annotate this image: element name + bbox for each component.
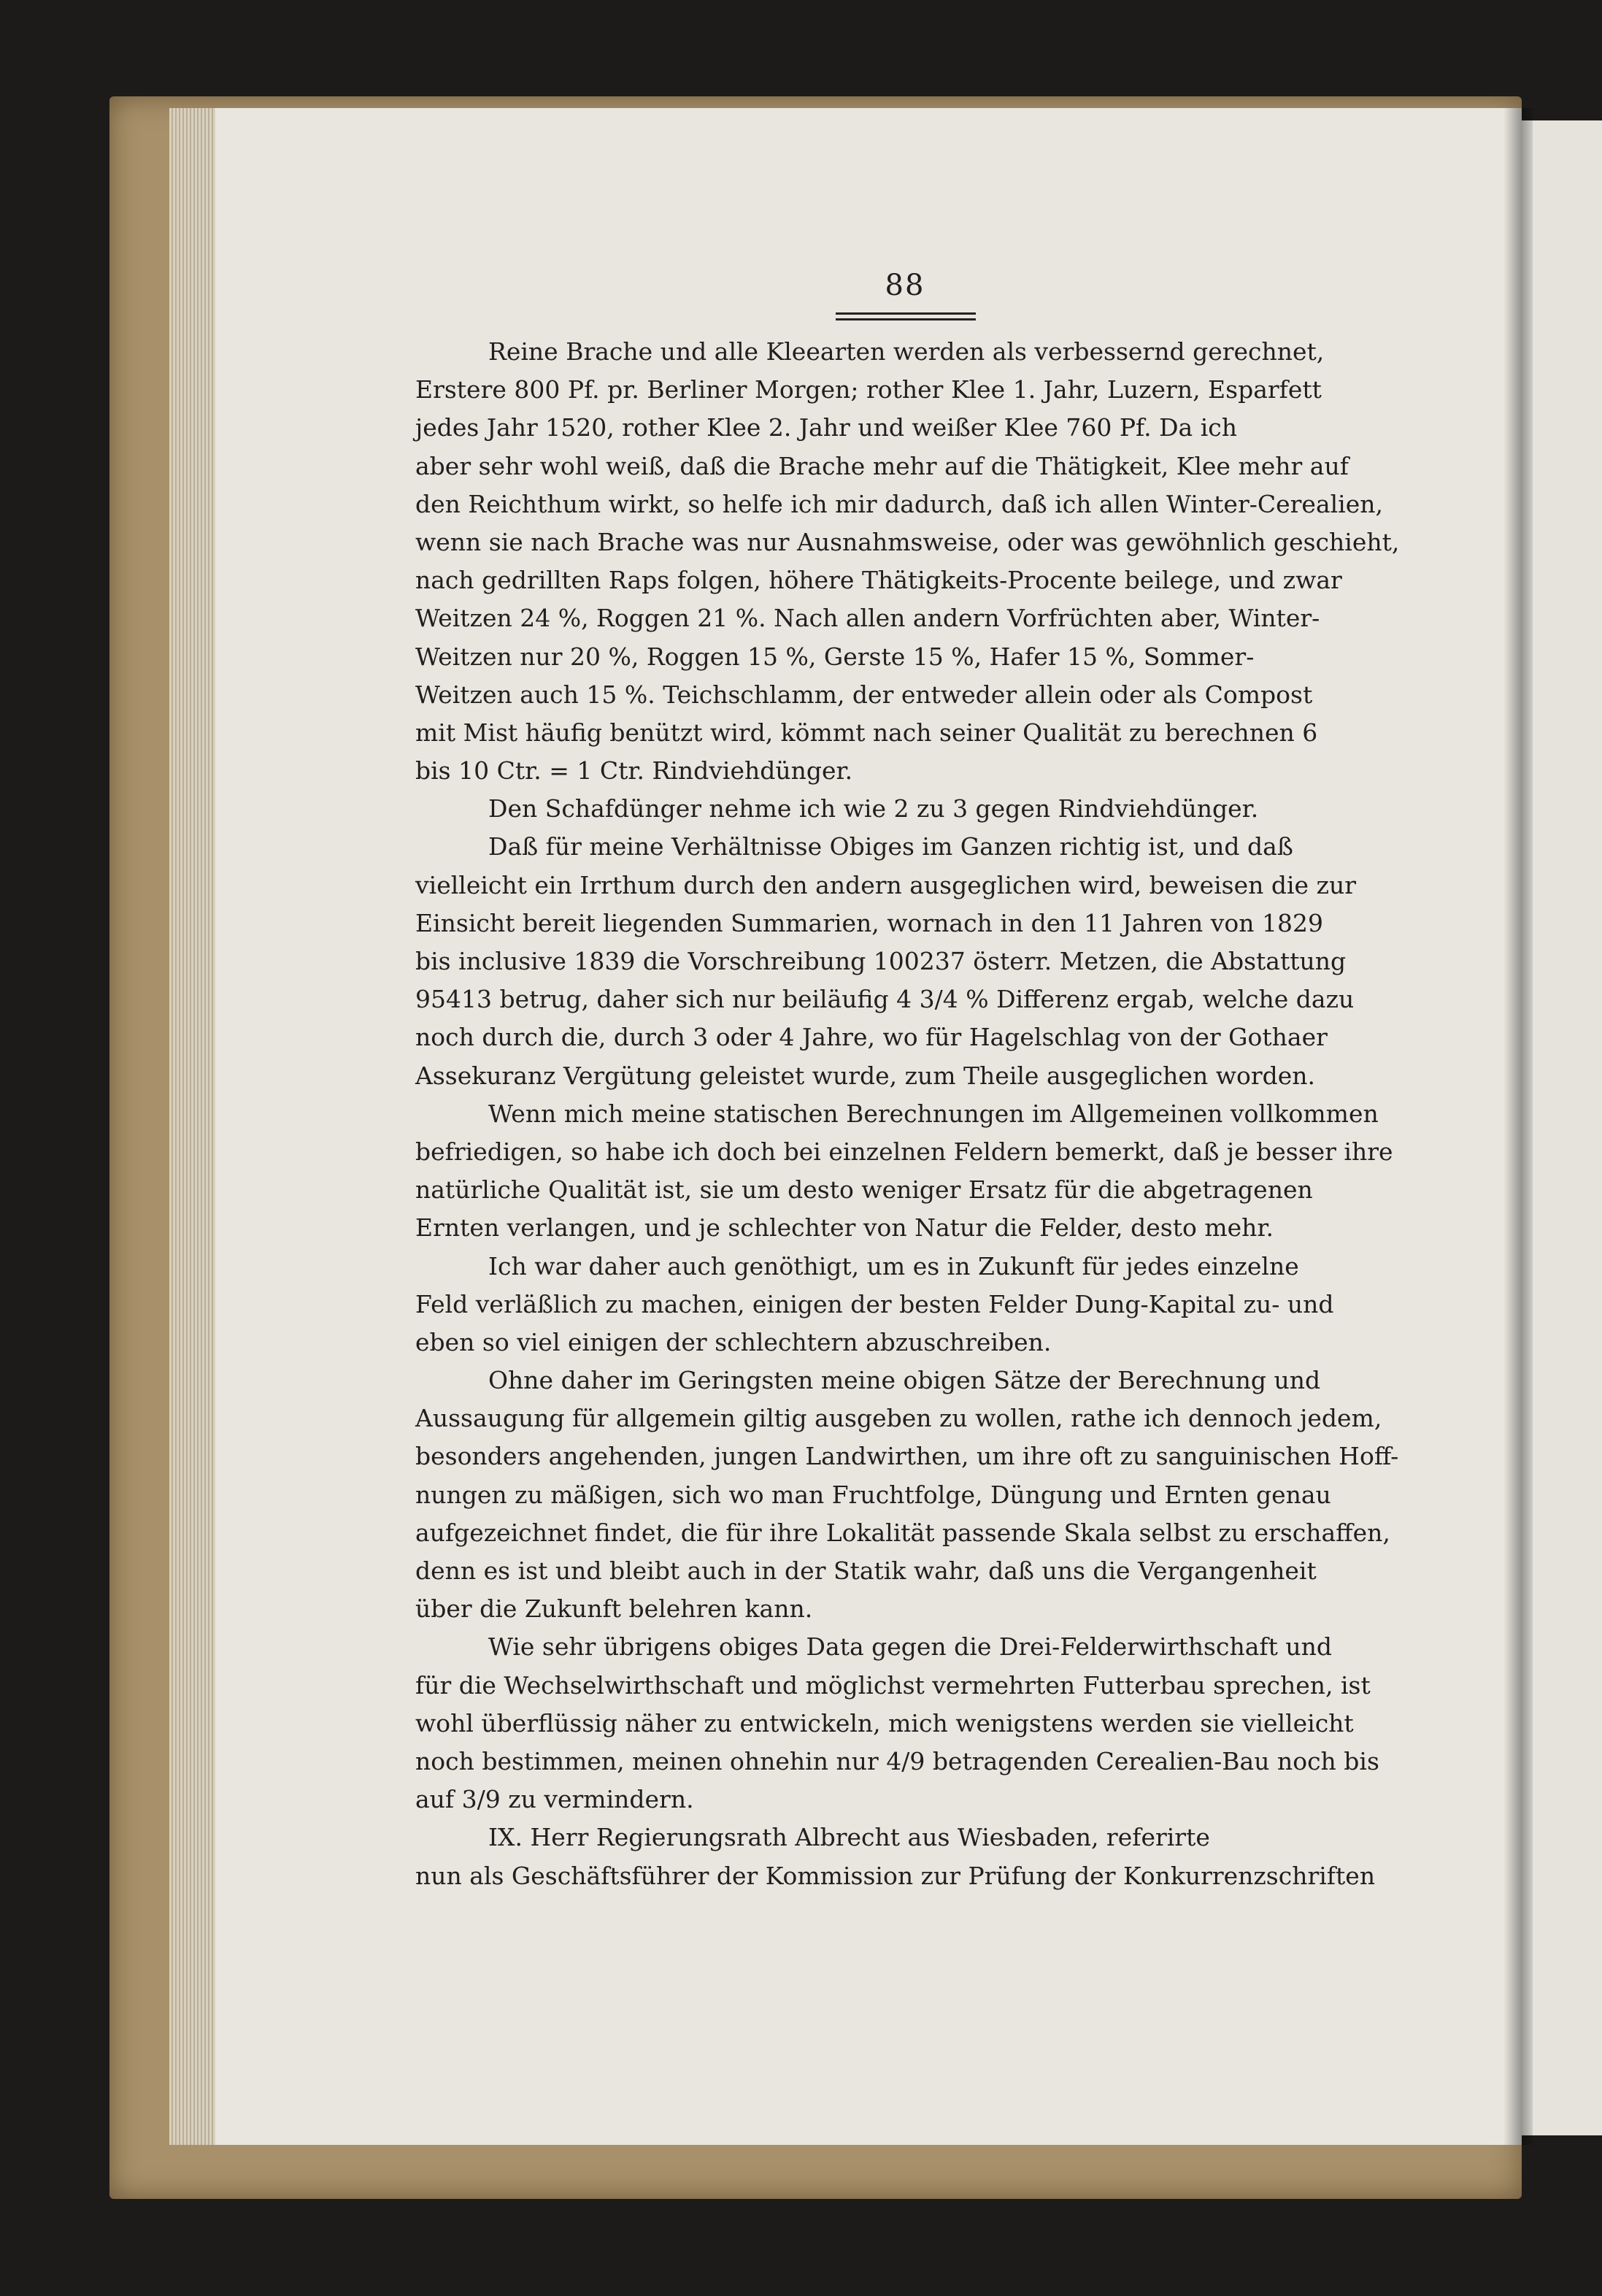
text-line: Erstere 800 Pf. pr. Berliner Morgen; rother Klee 1. Jahr, Luzern, Esparfett xyxy=(415,375,1322,404)
text-line: Feld verläßlich zu machen, einigen der besten Felder Dung-Kapital zu- und xyxy=(415,1289,1334,1318)
body-text xyxy=(415,333,1401,1895)
text-line: für die Wechselwirthschaft und möglichst vermehrten Futterbau sprechen, ist xyxy=(415,1670,1371,1700)
text-line: aber sehr wohl weiß, daß die Brache mehr auf die Thätigkeit, Klee mehr auf xyxy=(415,451,1349,480)
text-line: befriedigen, so habe ich doch bei einzelnen Feldern bemerkt, daß je besser ihre xyxy=(415,1137,1393,1166)
text-line: auf 3/9 zu vermindern. xyxy=(415,1785,694,1814)
text-line: besonders angehenden, jungen Landwirthen, um ihre oft zu sanguinischen Hoff- xyxy=(415,1442,1399,1471)
text-line: Ernten verlangen, und je schlechter von Natur die Felder, desto mehr. xyxy=(415,1213,1274,1243)
text-line: wohl überflüssig näher zu entwickeln, mich wenigstens werden sie vielleicht xyxy=(415,1708,1354,1738)
book-gutter xyxy=(1503,108,1533,2145)
text-line: Weitzen nur 20 %, Roggen 15 %, Gerste 15 %, Hafer 15 %, Sommer- xyxy=(415,642,1255,671)
text-line: den Reichthum wirkt, so helfe ich mir dadurch, daß ich allen Winter-Cerealien, xyxy=(415,489,1384,518)
text-line: Weitzen 24 %, Roggen 21 %. Nach allen andern Vorfrüchten aber, Winter- xyxy=(415,604,1320,633)
text-line: nun als Geschäftsführer der Kommission zur Prüfung der Konkurrenzschriften xyxy=(415,1861,1376,1890)
text-line: Daß für meine Verhältnisse Obiges im Ganzen richtig ist, und daß xyxy=(488,832,1293,861)
facing-page-edge xyxy=(1522,120,1602,2135)
text-line: Assekuranz Vergütung geleistet wurde, zum Theile ausgeglichen worden. xyxy=(415,1061,1315,1090)
text-line: Ich war daher auch genöthigt, um es in Zukunft für jedes einzelne xyxy=(488,1251,1299,1281)
text-line: Wie sehr übrigens obiges Data gegen die Drei-Felderwirthschaft und xyxy=(488,1632,1332,1662)
text-line: bis inclusive 1839 die Vorschreibung 100237 österr. Metzen, die Abstattung xyxy=(415,947,1347,975)
text-line: nungen zu mäßigen, sich wo man Fruchtfolge, Düngung und Ernten genau xyxy=(415,1480,1331,1509)
text-line: natürliche Qualität ist, sie um desto weniger Ersatz für die abgetragenen xyxy=(415,1175,1313,1205)
text-line: noch durch die, durch 3 oder 4 Jahre, wo für Hagelschlag von der Gothaer xyxy=(415,1023,1328,1052)
header-rule-bottom xyxy=(836,318,976,320)
text-line: Den Schafdünger nehme ich wie 2 zu 3 gegen Rindviehdünger. xyxy=(488,794,1259,823)
text-line: jedes Jahr 1520, rother Klee 2. Jahr und weißer Klee 760 Pf. Da ich xyxy=(415,413,1237,442)
header-rule-top xyxy=(836,312,976,315)
text-line: bis 10 Ctr. = 1 Ctr. Rindviehdünger. xyxy=(415,756,853,786)
text-line: Wenn mich meine statischen Berechnungen im Allgemeinen vollkommen xyxy=(488,1099,1379,1128)
text-line: denn es ist und bleibt auch in der Statik wahr, daß uns die Vergangenheit xyxy=(415,1556,1317,1585)
text-line: Aussaugung für allgemein giltig ausgeben zu wollen, rathe ich dennoch jedem, xyxy=(415,1404,1382,1433)
text-line: eben so viel einigen der schlechtern abzuschreiben. xyxy=(415,1327,1052,1356)
text-line: vielleicht ein Irrthum durch den andern ausgeglichen wird, beweisen die zur xyxy=(415,870,1356,899)
text-line: aufgezeichnet findet, die für ihre Lokalität passende Skala selbst zu erschaffen, xyxy=(415,1518,1390,1547)
page-number: 88 xyxy=(885,269,925,302)
text-line: Reine Brache und alle Kleearten werden als verbessernd gerechnet, xyxy=(488,337,1325,366)
text-line: wenn sie nach Brache was nur Ausnahmsweise, oder was gewöhnlich geschieht, xyxy=(415,527,1400,556)
text-line: IX. Herr Regierungsrath Albrecht aus Wiesbaden, referirte xyxy=(488,1823,1210,1852)
text-line: Weitzen auch 15 %. Teichschlamm, der entweder allein oder als Compost xyxy=(415,680,1313,709)
text-line: Einsicht bereit liegenden Summarien, wornach in den 11 Jahren von 1829 xyxy=(415,908,1323,937)
text-line: noch bestimmen, meinen ohnehin nur 4/9 betragenden Cerealien-Bau noch bis xyxy=(415,1746,1379,1775)
text-line: über die Zukunft belehren kann. xyxy=(415,1594,813,1624)
text-line: 95413 betrug, daher sich nur beiläufig 4 3/4 % Differenz ergab, welche dazu xyxy=(415,985,1355,1014)
text-line: Ohne daher im Geringsten meine obigen Sätze der Berechnung und xyxy=(488,1366,1321,1395)
text-line: mit Mist häufig benützt wird, kömmt nach seiner Qualität zu berechnen 6 xyxy=(415,718,1318,747)
text-line: nach gedrillten Raps folgen, höhere Thätigkeits-Procente beilege, und zwar xyxy=(415,566,1342,595)
